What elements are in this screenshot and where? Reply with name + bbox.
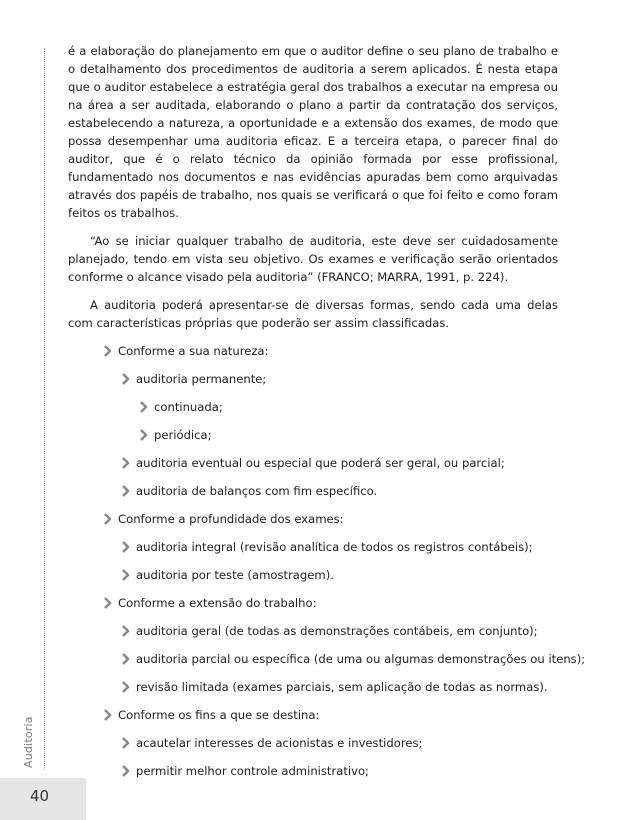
classification-list <box>68 342 586 780</box>
chevron-right-icon <box>120 485 132 497</box>
chevron-right-icon <box>102 709 114 721</box>
list-item-text: Conforme os fins a que se destina: <box>118 708 320 722</box>
chevron-right-icon <box>120 765 132 777</box>
list-item <box>68 426 558 444</box>
list-item-text: revisão limitada (exames parciais, sem aplicação de todas as normas). <box>136 680 548 694</box>
list-item <box>68 594 558 612</box>
list-item <box>68 454 558 472</box>
chevron-right-icon <box>120 653 132 665</box>
chevron-right-icon <box>138 429 150 441</box>
list-item <box>68 678 558 696</box>
list-item <box>68 622 558 640</box>
chevron-right-icon <box>120 569 132 581</box>
sidebar-dotted-rule <box>44 48 45 770</box>
chevron-right-icon <box>120 681 132 693</box>
chevron-right-icon <box>120 625 132 637</box>
chevron-right-icon <box>138 401 150 413</box>
list-item-text: acautelar interesses de acionistas e investidores; <box>136 736 423 750</box>
list-item-text: auditoria geral (de todas as demonstrações contábeis, em conjunto); <box>136 624 538 638</box>
chevron-right-icon <box>120 541 132 553</box>
list-item-text: auditoria de balanços com fim específico. <box>136 484 378 498</box>
list-item <box>68 538 558 556</box>
list-item-text: auditoria por teste (amostragem). <box>136 568 334 582</box>
chevron-right-icon <box>102 597 114 609</box>
list-item-text: Conforme a sua natureza: <box>118 344 269 358</box>
list-item <box>68 734 558 752</box>
list-item-text: Conforme a extensão do trabalho: <box>118 596 317 610</box>
chevron-right-icon <box>120 373 132 385</box>
page-number: 40 <box>30 787 50 805</box>
list-item <box>68 706 558 724</box>
chevron-right-icon <box>120 737 132 749</box>
list-item <box>68 510 558 528</box>
chevron-right-icon <box>102 513 114 525</box>
page-content <box>68 42 586 790</box>
list-item <box>68 566 558 584</box>
list-item <box>68 370 558 388</box>
chevron-right-icon <box>120 457 132 469</box>
list-item-text: periódica; <box>154 428 212 442</box>
list-item <box>68 650 586 668</box>
list-item <box>68 398 558 416</box>
list-item-text: continuada; <box>154 400 223 414</box>
list-item-text: auditoria permanente; <box>136 372 267 386</box>
list-item-text: permitir melhor controle administrativo; <box>136 764 369 778</box>
list-item <box>68 762 558 780</box>
paragraph-3: A auditoria poderá apresentar-se de diversas formas, sendo cada uma delas com características próprias que poderão ser assim classificadas. <box>68 298 558 330</box>
paragraph-1: é a elaboração do planejamento em que o auditor define o seu plano de trabalho e o detalhamento dos procedimentos de auditoria a serem aplicados. É nesta etapa que o auditor estabelece a estratégia geral dos trabalhos a executar na empresa ou na área a ser auditada, elaborando o plano a partir da contratação dos serviços, estabelecendo a natureza, a oportunidade e a extensão dos exames, de modo que possa desempenhar uma auditoria eficaz. E a terceira etapa, o parecer final do auditor, que é o relato técnico da opinião formada por esse profissional, fundamentado nos documentos e nas evidências apuradas bem como arquivadas através dos papéis de trabalho, nos quais se verificará o que foi feito e como foram feitos os trabalhos. <box>68 44 558 220</box>
chevron-right-icon <box>102 345 114 357</box>
list-item-text: auditoria eventual ou especial que poderá ser geral, ou parcial; <box>136 456 505 470</box>
list-item-text: auditoria integral (revisão analítica de todos os registros contábeis); <box>136 540 533 554</box>
list-item <box>68 482 558 500</box>
list-item <box>68 342 558 360</box>
quote-paragraph: “Ao se iniciar qualquer trabalho de auditoria, este deve ser cuidadosamente planejado, tendo em vista seu objetivo. Os exames e verificação serão orientados conforme o alcance visado pela auditoria” (FRANCO; MARRA, 1991, p. 224). <box>68 234 558 284</box>
section-side-label: Auditoria <box>22 716 35 768</box>
list-item-text: auditoria parcial ou específica (de uma ou algumas demonstrações ou itens); <box>136 652 586 666</box>
list-item-text: Conforme a profundidade dos exames: <box>118 512 344 526</box>
